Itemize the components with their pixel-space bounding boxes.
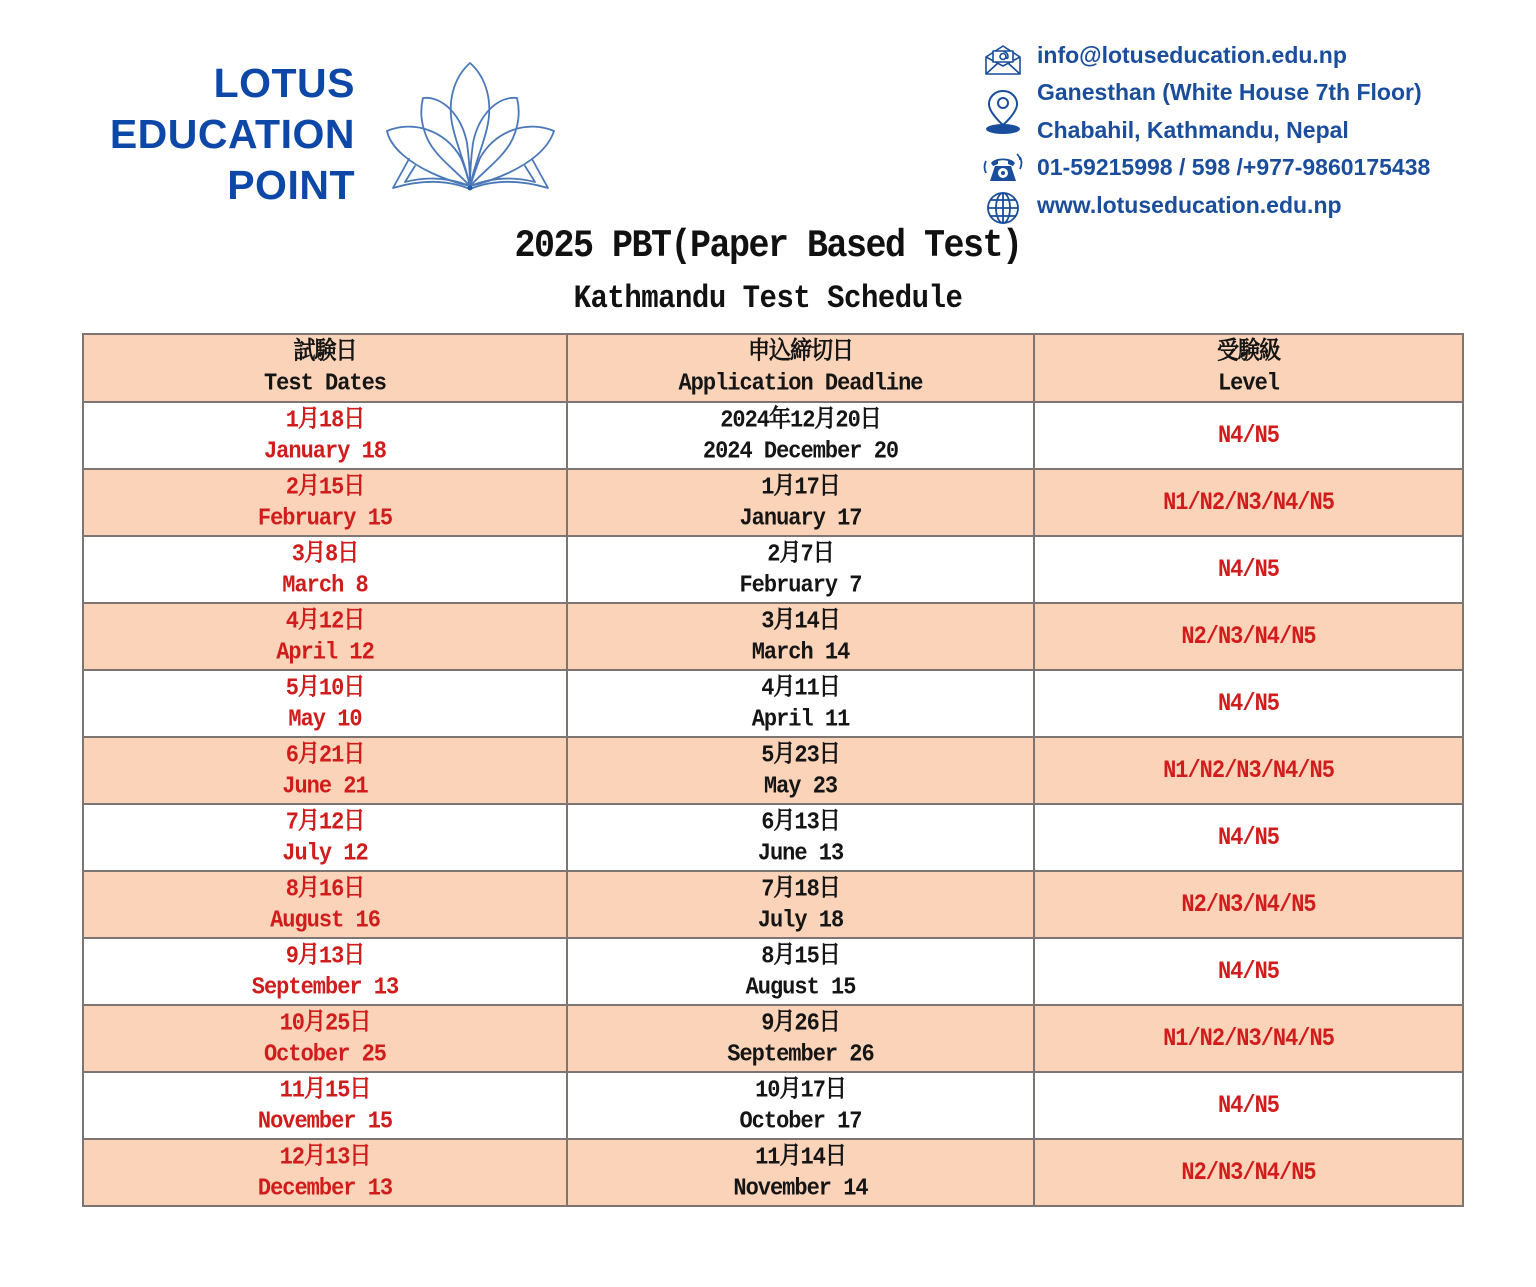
table-row <box>83 938 1463 1005</box>
deadline-en: June 13 <box>757 839 844 867</box>
test-date-en: September 13 <box>251 973 399 1001</box>
level-cell <box>1034 536 1463 603</box>
lotus-book-icon <box>383 58 558 198</box>
deadline-cell <box>567 1072 1034 1139</box>
test-date-cell <box>83 603 567 670</box>
deadline-en: September 26 <box>727 1040 874 1068</box>
test-date-jp: 9月13日 <box>285 942 365 970</box>
test-date-jp: 11月15日 <box>279 1076 371 1104</box>
test-date-en: August 16 <box>270 906 380 934</box>
table-row <box>83 469 1463 536</box>
brand-name <box>80 58 355 211</box>
test-date-en: February 15 <box>257 504 393 532</box>
deadline-cell <box>567 402 1034 469</box>
test-date-cell <box>83 1139 567 1206</box>
level-cell <box>1034 603 1463 670</box>
test-date-jp: 6月21日 <box>285 741 365 769</box>
deadline-jp: 1月17日 <box>761 473 840 501</box>
deadline-en: January 17 <box>739 504 862 532</box>
table-row <box>83 670 1463 737</box>
deadline-jp: 3月14日 <box>761 607 840 635</box>
test-date-en: March 8 <box>282 571 368 599</box>
deadline-cell <box>567 670 1034 737</box>
deadline-en: February 7 <box>739 571 862 599</box>
test-date-jp: 5月10日 <box>285 674 365 702</box>
test-date-jp: 1月18日 <box>285 406 365 434</box>
test-date-cell <box>83 871 567 938</box>
header-application-deadline <box>567 334 1034 402</box>
test-date-cell <box>83 670 567 737</box>
envelope-at-icon <box>978 40 1028 80</box>
deadline-jp: 2月7日 <box>767 540 834 568</box>
test-date-cell <box>83 536 567 603</box>
schedule-table <box>82 333 1464 1207</box>
test-date-jp: 2月15日 <box>285 473 365 501</box>
table-row <box>83 402 1463 469</box>
table-row <box>83 603 1463 670</box>
header-en: Level <box>1217 369 1279 398</box>
test-date-en: December 13 <box>257 1174 393 1202</box>
contact-website-row <box>978 188 1518 226</box>
deadline-cell <box>567 1139 1034 1206</box>
contact-address-line2: Chabahil, Kathmandu, Nepal <box>1037 117 1349 143</box>
deadline-jp: 2024年12月20日 <box>720 406 881 434</box>
test-date-cell <box>83 469 567 536</box>
level-value: N4/N5 <box>1217 555 1279 584</box>
deadline-jp: 7月18日 <box>761 875 840 903</box>
test-date-en: October 25 <box>263 1040 387 1068</box>
globe-icon <box>978 188 1028 228</box>
header-en: Test Dates <box>263 369 387 398</box>
deadline-jp: 11月14日 <box>755 1143 846 1171</box>
test-date-en: June 21 <box>282 772 368 800</box>
deadline-cell <box>567 536 1034 603</box>
level-cell <box>1034 804 1463 871</box>
level-cell <box>1034 670 1463 737</box>
level-value: N4/N5 <box>1217 957 1279 986</box>
table-row <box>83 737 1463 804</box>
level-value: N4/N5 <box>1217 1091 1279 1120</box>
test-date-jp: 10月25日 <box>279 1009 371 1037</box>
contact-address-line1: Ganesthan (White House 7th Floor) <box>1037 79 1422 105</box>
header-jp: 申込締切日 <box>747 338 853 367</box>
test-date-en: May 10 <box>288 705 362 733</box>
level-cell <box>1034 1139 1463 1206</box>
contact-email[interactable]: info@lotuseducation.edu.np <box>1037 42 1347 68</box>
table-row <box>83 536 1463 603</box>
test-date-jp: 12月13日 <box>279 1143 371 1171</box>
level-cell <box>1034 737 1463 804</box>
page-title: 2025 PBT(Paper Based Test) <box>514 223 1022 269</box>
schedule-table-header <box>83 334 1463 402</box>
table-row <box>83 1072 1463 1139</box>
header-test-dates <box>83 334 567 402</box>
brand-name-line: POINT <box>227 162 355 208</box>
level-value: N2/N3/N4/N5 <box>1181 622 1316 651</box>
deadline-jp: 9月26日 <box>761 1009 840 1037</box>
level-cell <box>1034 1072 1463 1139</box>
contact-phone[interactable]: 01-59215998 / 598 /+977-9860175438 <box>1037 154 1431 180</box>
deadline-en: November 14 <box>733 1174 868 1202</box>
brand-name-line: EDUCATION <box>109 111 355 157</box>
deadline-en: August 15 <box>745 973 856 1001</box>
table-row <box>83 1139 1463 1206</box>
level-value: N1/N2/N3/N4/N5 <box>1163 756 1334 785</box>
test-date-cell <box>83 938 567 1005</box>
level-value: N4/N5 <box>1217 689 1279 718</box>
deadline-en: March 14 <box>751 638 850 666</box>
page-subtitle: Kathmandu Test Schedule <box>573 280 963 317</box>
deadline-en: October 17 <box>739 1107 862 1135</box>
test-date-jp: 4月12日 <box>285 607 365 635</box>
header-level <box>1034 334 1463 402</box>
level-value: N4/N5 <box>1217 421 1279 450</box>
header-jp: 試験日 <box>293 338 357 367</box>
deadline-en: April 11 <box>751 705 850 733</box>
deadline-jp: 8月15日 <box>761 942 840 970</box>
table-row <box>83 1005 1463 1072</box>
test-date-cell <box>83 737 567 804</box>
level-cell <box>1034 871 1463 938</box>
level-value: N2/N3/N4/N5 <box>1181 1158 1316 1187</box>
test-date-cell <box>83 402 567 469</box>
deadline-en: July 18 <box>757 906 844 934</box>
deadline-cell <box>567 871 1034 938</box>
brand-name-line: LOTUS <box>213 60 355 106</box>
level-value: N2/N3/N4/N5 <box>1181 890 1316 919</box>
test-date-cell <box>83 1005 567 1072</box>
contact-address-row <box>978 75 1518 113</box>
level-cell <box>1034 1005 1463 1072</box>
schedule-table-body <box>83 402 1463 1206</box>
deadline-cell <box>567 938 1034 1005</box>
level-cell <box>1034 469 1463 536</box>
header-jp: 受験級 <box>1216 338 1280 367</box>
test-date-jp: 3月8日 <box>291 540 359 568</box>
deadline-cell <box>567 603 1034 670</box>
test-date-cell <box>83 1072 567 1139</box>
table-row <box>83 871 1463 938</box>
level-value: N4/N5 <box>1217 823 1279 852</box>
contact-email-row <box>978 38 1518 76</box>
contact-phone-row <box>978 150 1518 188</box>
deadline-jp: 10月17日 <box>755 1076 846 1104</box>
deadline-en: May 23 <box>763 772 838 800</box>
level-value: N1/N2/N3/N4/N5 <box>1163 488 1334 517</box>
test-date-jp: 8月16日 <box>285 875 365 903</box>
test-date-jp: 7月12日 <box>285 808 365 836</box>
test-date-en: April 12 <box>276 638 374 666</box>
level-cell <box>1034 938 1463 1005</box>
deadline-jp: 6月13日 <box>761 808 840 836</box>
contact-address-row-2 <box>978 113 1518 151</box>
level-cell <box>1034 402 1463 469</box>
deadline-cell <box>567 1005 1034 1072</box>
contact-website[interactable]: www.lotuseducation.edu.np <box>1037 192 1342 218</box>
deadline-en: 2024 December 20 <box>702 437 899 465</box>
telephone-icon <box>978 148 1028 188</box>
table-row <box>83 804 1463 871</box>
deadline-cell <box>567 737 1034 804</box>
header-en: Application Deadline <box>678 369 923 398</box>
level-value: N1/N2/N3/N4/N5 <box>1163 1024 1334 1053</box>
test-date-cell <box>83 804 567 871</box>
deadline-cell <box>567 804 1034 871</box>
deadline-cell <box>567 469 1034 536</box>
deadline-jp: 5月23日 <box>761 741 840 769</box>
test-date-en: November 15 <box>257 1107 393 1135</box>
test-date-en: July 12 <box>282 839 368 867</box>
deadline-jp: 4月11日 <box>761 674 840 702</box>
test-date-en: January 18 <box>263 437 387 465</box>
